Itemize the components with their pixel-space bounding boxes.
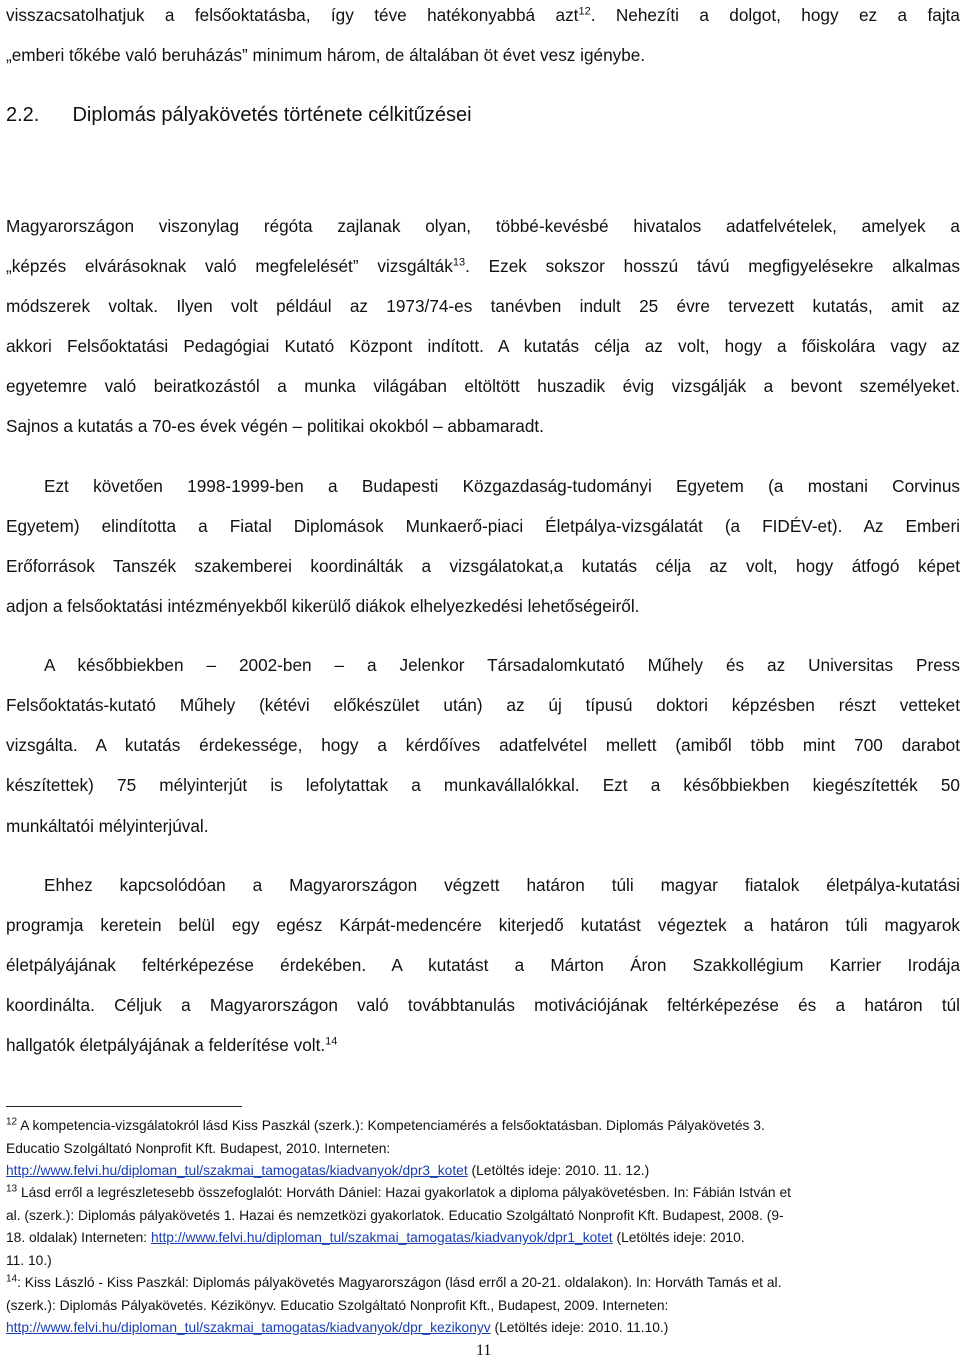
footnote-mark: 13 (6, 1183, 18, 1195)
footnote-14: $^{14}$: Kiss László - Kiss Paszkál: Diplomás pályakövetés Magyarországon (lásd erről a 20-21. oldalakon). In: Horváth Tamás et al. (6, 1273, 782, 1290)
text-line: készítettek) 75 mélyinterjút is lefolytattak a munkavállalókkal. Ezt a későbbiekben kiegészítették 50 (6, 775, 960, 795)
footnote-12: $^{12}$ A kompetencia-vizsgálatokról lásd Kiss Paszkál (szerk.): Kompetenciamérés a felsőoktatásban. Diplomás Pályakövetés 3. (6, 1116, 765, 1133)
text-line: „emberi tőkébe való beruházás” minimum három, de általában öt évet vesz igénybe. (6, 45, 646, 65)
text-line: programja keretein belül egy egész Kárpát-medencére kiterjedő kutatást végeztek a határon túli magyarok (6, 915, 960, 935)
footnote-link[interactable]: http://www.felvi.hu/diploman_tul/szakmai_tamogatas/kiadvanyok/dpr_kezikonyv (6, 1320, 491, 1335)
footnote-link[interactable]: http://www.felvi.hu/diploman_tul/szakmai_tamogatas/kiadvanyok/dpr1_kotet (150, 1230, 613, 1245)
text-line: Ehhez kapcsolódóan a Magyarországon végzett határon túli magyar fiatalok életpálya-kutatási (44, 875, 960, 895)
footnote-ref-12[interactable]: 12 (578, 5, 591, 18)
text-line: Felsőoktatás-kutató Műhely (kétévi előkészület után) az új típusú doktori képzésben részt vetteket (6, 695, 960, 715)
text-line: Ezt követően 1998-1999-ben a Budapesti Közgazdaság-tudományi Egyetem (a mostani Corvinus (44, 476, 960, 496)
text-line: életpályájának feltérképezése érdekében. A kutatást a Márton Áron Szakkollégium Karrier Irodája (6, 955, 960, 975)
footnote-mark: 14 (6, 1273, 18, 1285)
text-line: akkori Felsőoktatási Pedagógiai Kutató Központ indított. A kutatás célja az volt, hogy a főiskolára vagy az (6, 336, 960, 356)
text-line: vizsgálta. A kutatás érdekessége, hogy a kérdőíves adatfelvétel mellett (amiből több mint 700 darabot (6, 735, 960, 755)
text-line: Sajnos a kutatás a 70-es évek végén – politikai okokból – abbamaradt. (6, 416, 544, 436)
text-line: Egyetem) elindította a Fiatal Diplomások Munkaerő-piaci Életpálya-vizsgálatát (a FIDÉV-et). Az Emberi (6, 516, 960, 536)
text-line: visszacsatolhatjuk a felsőoktatásba, így téve hatékonyabbá azt$^{12}$. Nehezíti a dolgot, hogy ez a fajta (6, 5, 960, 25)
section-title: Diplomás pályakövetés története célkitűzései (72, 104, 472, 126)
page-number: 11 (476, 1342, 492, 1359)
footnote-line: http://www.felvi.hu/diploman_tul/szakmai_tamogatas/kiadvanyok/dpr3_kotet (Letöltés ideje: 2010. 11. 12.) (6, 1163, 650, 1178)
text-line: hallgatók életpályájának a felderítése volt.$^{14}$ (6, 1035, 338, 1055)
footnote-line: Educatio Szolgáltató Nonprofit Kft. Budapest, 2010. Interneten: (6, 1141, 391, 1156)
footnote-line: http://www.felvi.hu/diploman_tul/szakmai_tamogatas/kiadvanyok/dpr_kezikonyv (Letöltés ideje: 2010. 11.10.) (6, 1320, 669, 1335)
footnote-mark: 12 (6, 1116, 18, 1128)
footnote-line: 18. oldalak) Interneten: http://www.felvi.hu/diploman_tul/szakmai_tamogatas/kiadvanyok/dpr1_kotet (Letöltés ideje: 2010. (6, 1230, 745, 1245)
text-line: módszerek voltak. Ilyen volt például az 1973/74-es tanévben indult 25 évre tervezett kutatás, amit az (6, 296, 960, 316)
text-line: adjon a felsőoktatási intézményekből kikerülő diákok elhelyezkedési lehetőségeiről. (6, 596, 640, 616)
text-line: koordinálta. Céljuk a Magyarországon való továbbtanulás motivációjának feltérképezése és a határon túl (6, 995, 960, 1015)
footnote-line: (szerk.): Diplomás Pályakövetés. Kézikönyv. Educatio Szolgáltató Nonprofit Kft., Budapest, 2009. Interneten: (6, 1298, 669, 1313)
section-heading (6, 102, 472, 128)
text-line: Erőforrások Tanszék szakemberei koordinálták a vizsgálatokat,a kutatás célja az volt, hogy átfogó képet (6, 556, 960, 576)
footnote-ref-13[interactable]: 13 (452, 256, 466, 269)
footnote-ref-14[interactable]: 14 (325, 1035, 338, 1048)
footnote-link[interactable]: http://www.felvi.hu/diploman_tul/szakmai_tamogatas/kiadvanyok/dpr3_kotet (6, 1163, 468, 1178)
section-number: 2.2. (6, 104, 40, 126)
footnote-line: 11. 10.) (6, 1253, 52, 1268)
footnote-13: $^{13}$ Lásd erről a legrészletesebb összefoglalót: Horváth Dániel: Hazai gyakorlatok a diploma pályakövetésben. In: Fábián István et (6, 1183, 791, 1200)
text-line: egyetemre való beiratkozástól a munka világában eltöltött huszadik évig vizsgálják a bevont személyeket. (6, 376, 960, 396)
text-line: „képzés elvárásoknak való megfelelését” vizsgálták$^{13}$. Ezek sokszor hosszú távú megfigyelésekre alkalmas (6, 256, 960, 276)
text-line: Magyarországon viszonylag régóta zajlanak olyan, többé-kevésbé hivatalos adatfelvételek, amelyek a (6, 216, 960, 236)
text-line: A későbbiekben – 2002-ben – a Jelenkor Társadalomkutató Műhely és az Universitas Press (44, 655, 960, 675)
footnote-separator (6, 1106, 242, 1107)
footnote-line: al. (szerk.): Diplomás pályakövetés 1. Hazai és nemzetközi gyakorlatok. Educatio Szolgáltató Nonprofit Kft. Budapest, 2008. (9- (6, 1208, 784, 1223)
text-line: munkáltatói mélyinterjúval. (6, 816, 209, 836)
